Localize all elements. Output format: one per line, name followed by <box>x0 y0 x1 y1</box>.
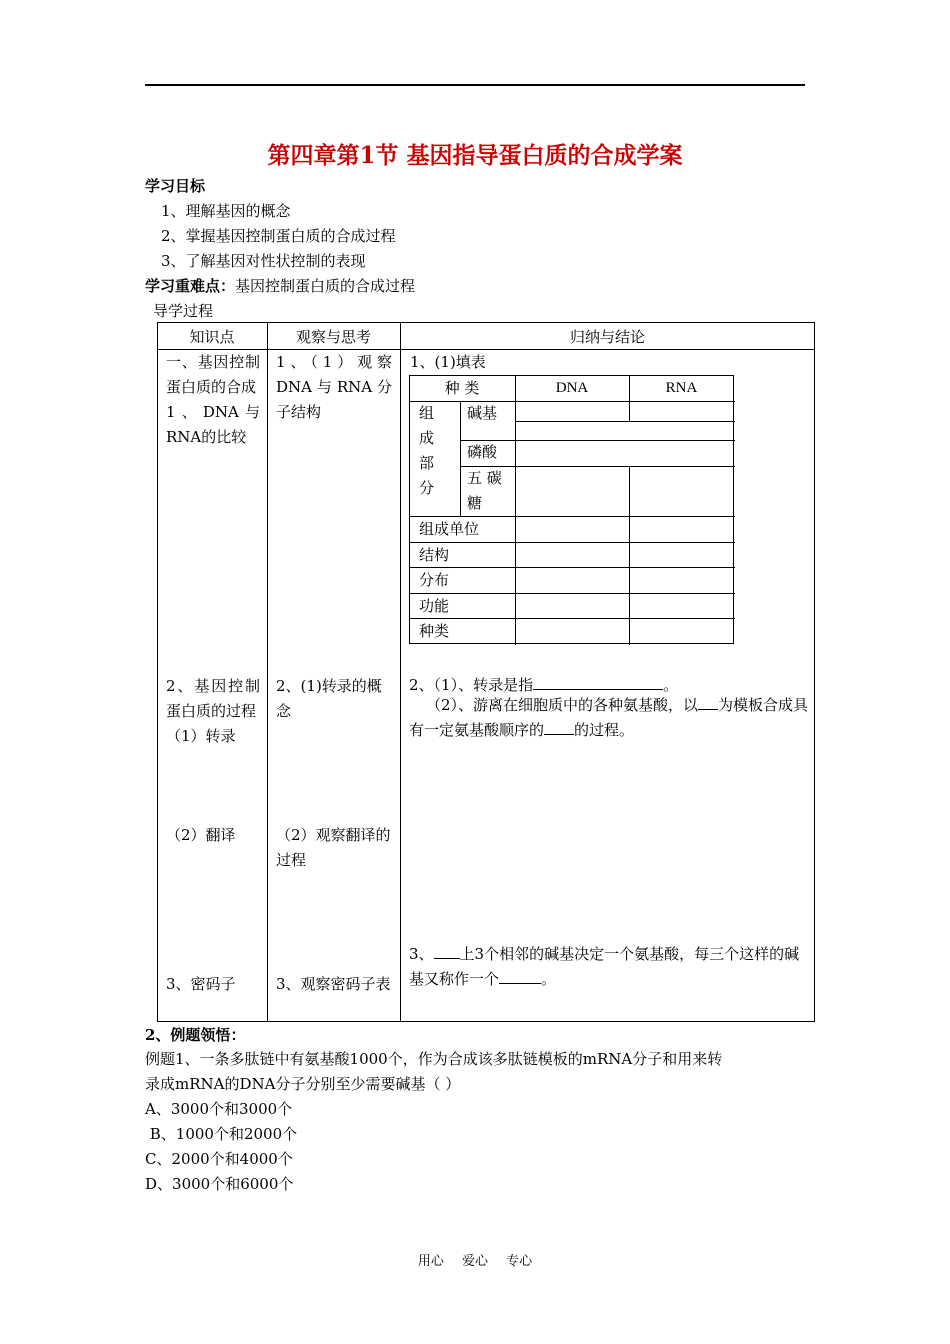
group-label-char: 分 <box>419 479 435 497</box>
q2a-end: 。 <box>663 676 679 694</box>
q3-text: 上3个相邻的碱基决定一个氨基酸，每三个这样的碱基又称作一个 <box>409 945 800 988</box>
compare-head-rna: RNA <box>665 380 698 396</box>
s1-title: 一、基因控制蛋白质的合成 <box>166 353 260 396</box>
s2-sub: （1）转录 <box>166 727 236 745</box>
knowledge-s3: （2）翻译 <box>166 826 236 844</box>
observe-s2: 2、(1)转录的概念 <box>276 677 382 720</box>
goals-heading: 学习目标 <box>145 177 206 195</box>
question-translation <box>409 693 809 743</box>
group-label-char: 组 <box>419 404 435 422</box>
goal-item: 2、掌握基因控制蛋白质的合成过程 <box>161 227 396 245</box>
s1-sub: 1、DNA与RNA的比较 <box>166 403 260 446</box>
knowledge-s2 <box>166 674 260 749</box>
option-a[interactable]: A、3000个和3000个 <box>145 1100 293 1118</box>
row-distribution: 分布 <box>419 571 450 589</box>
q2b-end: 的过程。 <box>574 721 635 739</box>
page-title: 第四章第1节 基因指导蛋白质的合成学案 <box>267 142 683 169</box>
compare-head-kind: 种 类 <box>444 379 480 397</box>
q3-end: 。 <box>541 970 557 988</box>
option-c[interactable]: C、2000个和4000个 <box>145 1150 293 1168</box>
row-unit: 组成单位 <box>419 520 480 538</box>
row-function: 功能 <box>419 597 450 615</box>
q3-text: 3、 <box>409 945 434 963</box>
row-structure: 结构 <box>419 546 450 564</box>
q2b-text: 为模板合成具有一定氨基酸顺序的 <box>409 696 809 739</box>
option-d[interactable]: D、3000个和6000个 <box>145 1175 294 1193</box>
knowledge-s4: 3、密码子 <box>166 975 236 993</box>
answer-blank[interactable] <box>544 720 574 735</box>
goal-item: 3、了解基因对性状控制的表现 <box>161 252 366 270</box>
goal-item: 1、理解基因的概念 <box>161 202 291 220</box>
q2b-text: （2）、游离在细胞质中的各种氨基酸，以 <box>426 696 699 714</box>
observe-s4: 3、观察密码子表 <box>276 975 391 993</box>
s2-title: 2、基因控制蛋白质的过程 <box>166 677 260 720</box>
group-label-char: 成 <box>419 429 435 447</box>
q2a-text: 2、（1）、转录是指 <box>409 676 534 694</box>
row-phosphate: 磷酸 <box>467 443 498 461</box>
question-transcription <box>409 675 678 693</box>
example-question-line: 录成mRNA的DNA分子分别至少需要碱基（ ） <box>145 1075 461 1093</box>
row-sugar-1: 五 碳 <box>467 469 502 487</box>
group-label-char: 部 <box>419 454 435 472</box>
observe-s3: （2）观察翻译的过程 <box>276 826 391 869</box>
key-points-text: 基因控制蛋白质的合成过程 <box>235 277 416 295</box>
answer-blank[interactable] <box>499 969 541 984</box>
dna-rna-compare-table <box>409 375 734 644</box>
knowledge-s1 <box>166 350 260 450</box>
question-codon <box>409 942 809 992</box>
example-question-line: 例题1、一条多肽链中有氨基酸1000个，作为合成该多肽链模板的mRNA分子和用来转 <box>145 1050 723 1068</box>
answer-blank[interactable] <box>533 675 663 690</box>
key-points <box>145 279 415 294</box>
key-points-label: 学习重难点： <box>145 277 236 295</box>
answer-blank[interactable] <box>698 695 718 710</box>
row-types: 种类 <box>419 622 450 640</box>
header-knowledge: 知识点 <box>189 328 235 346</box>
header-conclusion: 归纳与结论 <box>569 328 645 346</box>
fill-label: 1、(1)填表 <box>410 353 486 371</box>
process-label: 导学过程 <box>153 302 214 320</box>
header-rule <box>145 84 805 86</box>
compare-head-dna: DNA <box>555 380 589 396</box>
row-base: 碱基 <box>467 404 498 422</box>
row-sugar-2: 糖 <box>467 494 483 512</box>
answer-blank[interactable] <box>434 944 460 959</box>
option-b[interactable]: B、1000个和2000个 <box>145 1125 298 1143</box>
example-heading: 2、例题领悟： <box>145 1026 246 1044</box>
header-observe: 观察与思考 <box>295 328 371 346</box>
footer: 用心 爱心 专心 <box>417 1254 533 1269</box>
observe-s1: 1、（1）观察DNA与RNA分子结构 <box>276 353 392 421</box>
